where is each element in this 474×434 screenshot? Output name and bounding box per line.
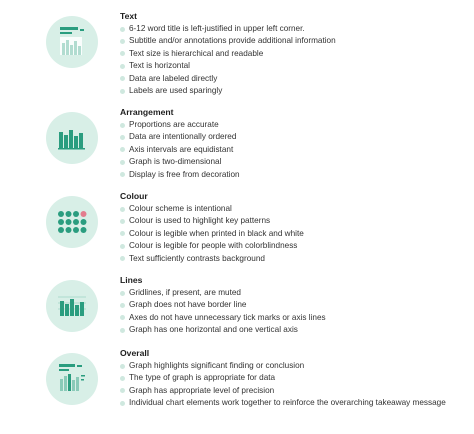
bullet-dot [120, 207, 125, 212]
list-item [120, 253, 470, 265]
bullet-dot [120, 315, 125, 320]
section-content [120, 107, 470, 181]
bullet-dot [120, 364, 125, 369]
bullet-dot [120, 256, 125, 261]
list-item [120, 48, 470, 60]
bullet-dot [120, 39, 125, 44]
list-item [120, 397, 470, 409]
item-text: Proportions are accurate [129, 120, 219, 129]
bullet-dot [120, 401, 125, 406]
bullet-dot [120, 160, 125, 165]
criteria-list [120, 119, 470, 181]
item-text: Individual chart elements work together to reinforce the overarching takeaway message [129, 398, 446, 408]
bar-chart-gridlines-icon-graphic [46, 280, 98, 332]
chart-title-text-icon-graphic [46, 16, 98, 68]
list-item [120, 156, 470, 168]
bullet-dot [120, 89, 125, 94]
bullet-dot [120, 123, 125, 128]
list-item [120, 324, 470, 336]
bullet-dot [120, 231, 125, 236]
bullet-dot [120, 244, 125, 249]
item-text: Graph has appropriate level of precision [129, 385, 275, 395]
criteria-list [120, 287, 470, 337]
bullet-dot [120, 64, 125, 69]
list-item [120, 299, 470, 311]
item-text: Text size is hierarchical and readable [129, 48, 264, 58]
list-item [120, 85, 470, 97]
bullet-dot [120, 291, 125, 296]
bullet-dot [120, 27, 125, 32]
bullet-dot [120, 388, 125, 393]
chart-title-text-icon [46, 16, 98, 68]
bullet-dot [120, 328, 125, 333]
bar-chart-icon [46, 112, 98, 164]
list-item [120, 228, 470, 240]
list-item [120, 312, 470, 324]
section-title: Lines [120, 275, 143, 285]
list-item [120, 119, 470, 131]
criteria-list [120, 203, 470, 265]
section-title: Colour [120, 191, 148, 201]
item-text: Colour scheme is intentional [129, 204, 232, 213]
item-text: Colour is legible when printed in black and white [129, 228, 304, 238]
section-content [120, 11, 470, 97]
bullet-dot [120, 172, 125, 177]
list-item [120, 131, 470, 143]
list-item [120, 203, 470, 215]
item-text: Graph is two-dimensional [129, 157, 222, 167]
item-text: Colour is used to highlight key patterns [129, 216, 271, 226]
annotated-chart-icon [46, 353, 98, 405]
item-text: 6-12 word title is left-justified in upper left corner. [129, 24, 305, 33]
list-item [120, 287, 470, 299]
list-item [120, 240, 470, 252]
section-content [120, 191, 470, 265]
bullet-dot [120, 135, 125, 140]
criteria-list [120, 360, 470, 410]
bar-chart-icon-graphic [46, 112, 98, 164]
list-item [120, 23, 470, 35]
list-item [120, 385, 470, 397]
bar-chart-gridlines-icon [46, 280, 98, 332]
criteria-list [120, 23, 470, 97]
section-title: Arrangement [120, 107, 174, 117]
section-title: Overall [120, 348, 150, 358]
list-item [120, 169, 470, 181]
annotated-chart-icon-graphic [46, 353, 98, 405]
dot-grid-icon [46, 196, 98, 248]
dot-grid-icon-graphic [46, 196, 98, 248]
item-text: Graph does not have border line [129, 300, 247, 310]
item-text: Colour is legible for people with colorblindness [129, 241, 298, 251]
bullet-dot [120, 303, 125, 308]
list-item [120, 60, 470, 72]
item-text: The type of graph is appropriate for data [129, 373, 276, 383]
section-content [120, 275, 470, 337]
item-text: Axes do not have unnecessary tick marks or axis lines [129, 312, 326, 322]
item-text: Gridlines, if present, are muted [129, 288, 241, 297]
item-text: Data are labeled directly [129, 73, 218, 83]
item-text: Data are intentionally ordered [129, 132, 237, 142]
item-text: Text sufficiently contrasts background [129, 253, 265, 263]
bullet-dot [120, 147, 125, 152]
list-item [120, 360, 470, 372]
section-content [120, 348, 470, 410]
bullet-dot [120, 76, 125, 81]
bullet-dot [120, 219, 125, 224]
item-text: Graph highlights significant finding or conclusion [129, 361, 305, 370]
item-text: Labels are used sparingly [129, 85, 223, 95]
item-text: Display is free from decoration [129, 169, 240, 179]
list-item [120, 73, 470, 85]
list-item [120, 144, 470, 156]
item-text: Text is horizontal [129, 61, 190, 71]
item-text: Subtitle and/or annotations provide additional information [129, 36, 336, 46]
bullet-dot [120, 376, 125, 381]
bullet-dot [120, 51, 125, 56]
item-text: Axis intervals are equidistant [129, 144, 234, 154]
list-item [120, 35, 470, 47]
item-text: Graph has one horizontal and one vertical axis [129, 325, 298, 335]
list-item [120, 215, 470, 227]
section-title: Text [120, 11, 138, 21]
list-item [120, 372, 470, 384]
